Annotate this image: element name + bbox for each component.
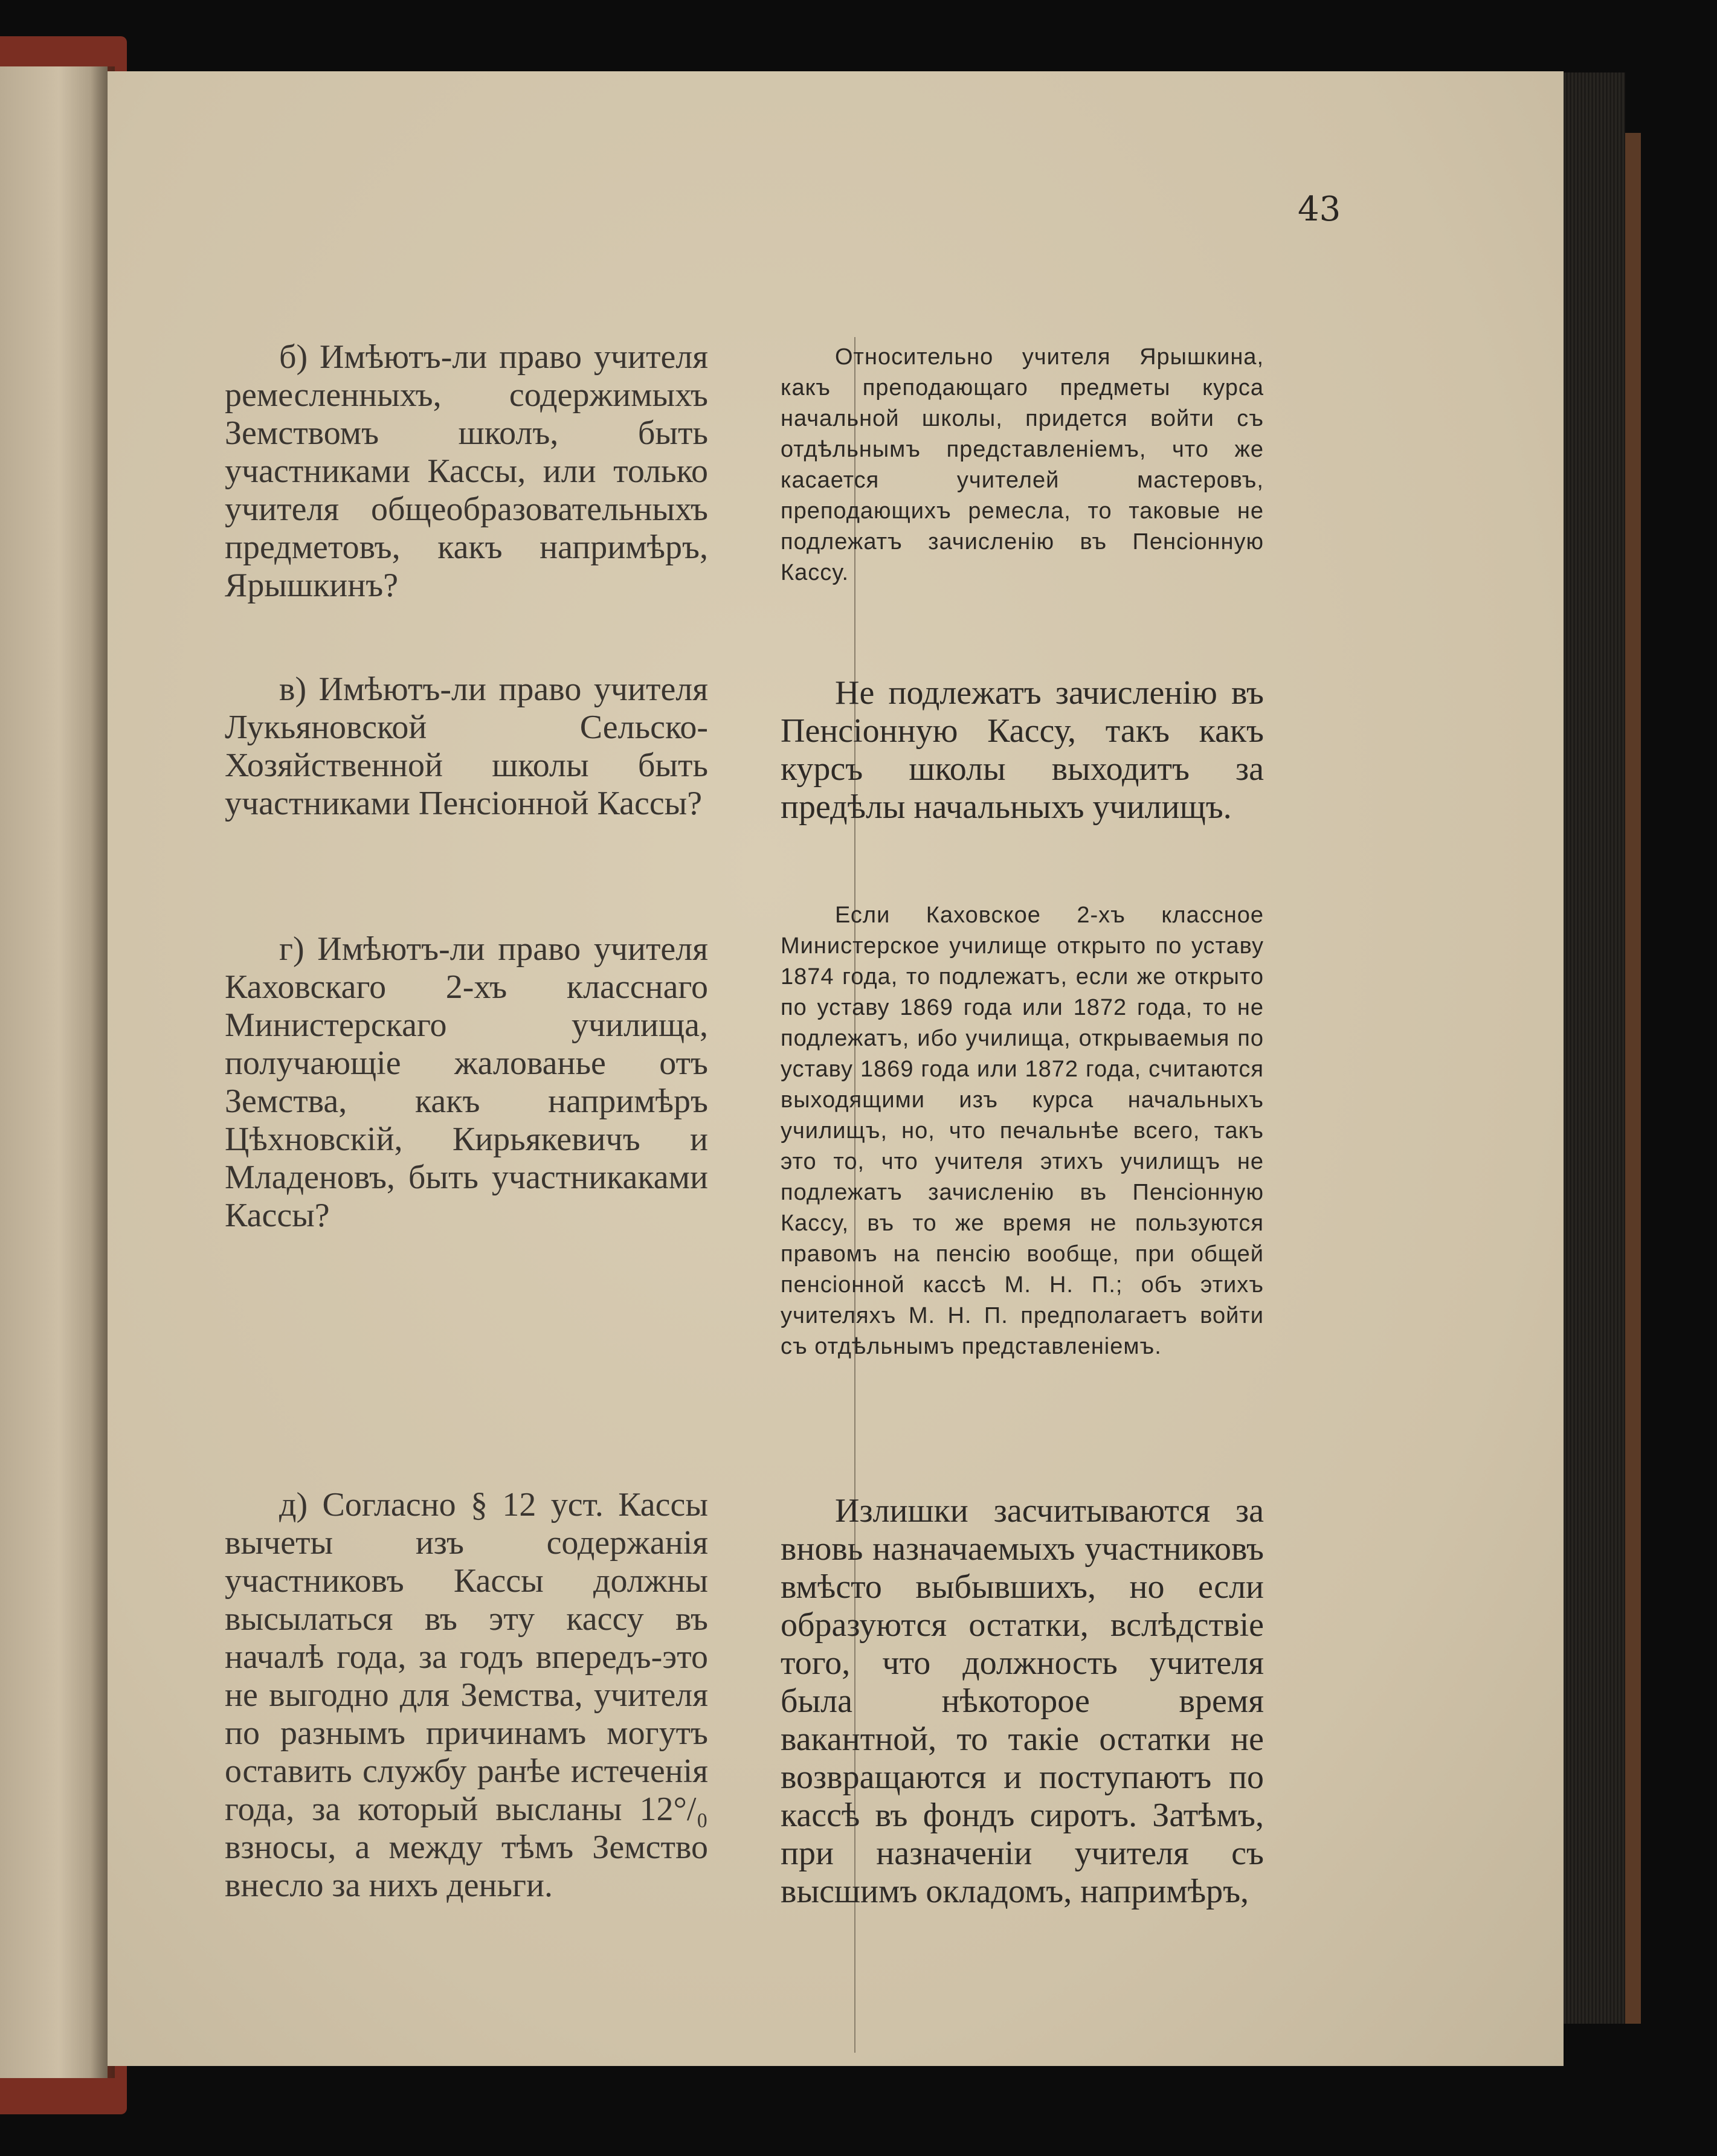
answer-v: Не подлежатъ зачисленію въ Пенсіонную Кассу, такъ какъ курсъ школы выходитъ за предѣлы начальныхъ училищъ. xyxy=(781,674,1264,826)
page-stack-edge xyxy=(1553,72,1625,2024)
question-g: г) Имѣютъ-ли право учителя Каховскаго 2-хъ класснаго Министерскаго училища, получающіе жалованье отъ Земства, какъ напримѣръ Цѣхновскій, Кирьякевичъ и Младеновъ, быть участникаками Кассы? xyxy=(225,930,708,1234)
page-number: 43 xyxy=(1298,190,1341,229)
question-d: д) Согласно § 12 уст. Кассы вычеты изъ содержанія участниковъ Кассы должны высылаться въ эту кассу въ началѣ года, за годъ впередъ-это не выгодно для Земства, учителя по разнымъ причинамъ могутъ оставить службу ранѣе истеченія года, за который высланы 12°/₀ взносы, а между тѣмъ Земство внесло за нихъ деньги. xyxy=(225,1486,708,1904)
answer-g: Если Каховское 2-хъ классное Министерское училище открыто по уставу 1874 года, то подлежатъ, если же открыто по уставу 1869 года или 1872 года, то не подлежатъ, ибо училища, открываемыя по уставу 1869 года или 1872 года, считаются выходящими изъ курса начальныхъ училищъ, но, что печальнѣе всего, такъ это то, что учителя этихъ училищъ не подлежатъ зачисленію въ Пенсіонную Кассу, въ то же время не пользуются правомъ на пенсію вообще, при общей пенсіонной кассѣ М. Н. П.; объ этихъ учителяхъ М. Н. П. предполагаетъ войти съ отдѣльнымъ представленіемъ. xyxy=(781,903,1264,1359)
question-v: в) Имѣютъ-ли право учителя Лукьяновской Сельско-Хозяйственной школы быть участниками Пенсіонной Кассы? xyxy=(225,671,708,822)
answer-d: Излишки засчитываются за вновь назначаемыхъ участниковъ вмѣсто выбывшихъ, но если образуются остатки, вслѣдствіе того, что должность учителя была нѣкоторое время вакантной, то такіе остатки не возвращаются и поступаютъ по кассѣ въ фондъ сиротъ. Затѣмъ, при назначеніи учителя съ высшимъ окладомъ, напримѣръ, xyxy=(781,1492,1264,1910)
question-b: б) Имѣютъ-ли право учителя ремесленныхъ, содержимыхъ Земствомъ школъ, быть участниками Кассы, или только учителя общеобразовательныхъ предметовъ, какъ напримѣръ, Ярышкинъ? xyxy=(225,338,708,604)
answer-b: Относительно учителя Ярышкина, какъ преподающаго предметы курса начальной школы, придется войти съ отдѣльнымъ представленіемъ, что же касается учителей мастеровъ, преподающихъ ремесла, то таковые не подлежатъ зачисленію въ Пенсіонную Кассу. xyxy=(781,344,1264,585)
